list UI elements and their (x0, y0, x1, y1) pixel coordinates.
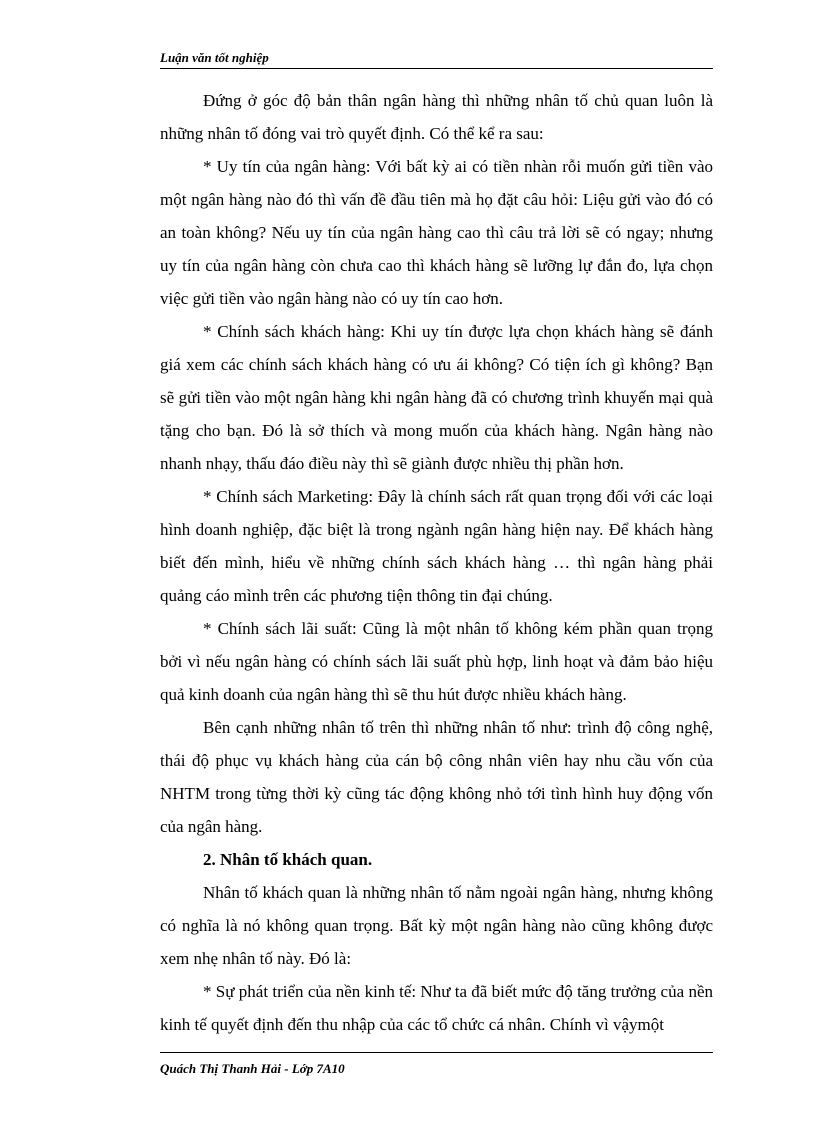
paragraph-bank-reputation: * Uy tín của ngân hàng: Với bất kỳ ai có tiền nhàn rỗi muốn gửi tiền vào một ngân hàng nào đó thì vấn đề đầu tiên mà họ đặt câu hỏi: Liệu gửi vào đó có an toàn không? Nếu uy tín của ngân hàng cao thì câu trả lời sẽ có ngay; nhưng uy tín của ngân hàng còn chưa cao thì khách hàng sẽ lưỡng lự đắn đo, lựa chọn việc gửi tiền vào ngân hàng nào có uy tín cao hơn. (160, 157, 713, 308)
paragraph-economic-development: * Sự phát triển của nền kinh tế: Như ta đã biết mức độ tăng trưởng của nền kinh tế quyết định đến thu nhập của các tổ chức cá nhân. Chính vì vậymột (160, 982, 713, 1034)
page-header (160, 44, 713, 68)
paragraph-interest-rate-policy: * Chính sách lãi suất: Cũng là một nhân tố không kém phần quan trọng bởi vì nếu ngân hàng có chính sách lãi suất phù hợp, linh hoạt và đảm bảo hiệu quả kinh doanh của ngân hàng thì sẽ thu hút được nhiều khách hàng. (160, 619, 713, 704)
paragraph-other-factors: Bên cạnh những nhân tố trên thì những nhân tố như: trình độ công nghệ, thái độ phục vụ khách hàng của cán bộ công nhân viên hay nhu cầu vốn của NHTM trong từng thời kỳ cũng tác động không nhỏ tới tình hình huy động vốn của ngân hàng. (160, 718, 713, 836)
document-body (160, 84, 713, 1041)
section-heading: 2. Nhân tố khách quan. (203, 850, 373, 869)
paragraph-intro: Đứng ở góc độ bản thân ngân hàng thì những nhân tố chủ quan luôn là những nhân tố đóng vai trò quyết định. Có thể kể ra sau: (160, 91, 713, 143)
footer-divider (160, 1052, 713, 1053)
header-divider (160, 68, 713, 69)
paragraph-objective-factors: Nhân tố khách quan là những nhân tố nằm ngoài ngân hàng, nhưng không có nghĩa là nó không quan trọng. Bất kỳ một ngân hàng nào cũng không được xem nhẹ nhân tố này. Đó là: (160, 883, 713, 968)
footer-author: Quách Thị Thanh Hải - Lớp 7A10 (160, 1061, 345, 1076)
paragraph-marketing-policy: * Chính sách Marketing: Đây là chính sách rất quan trọng đối với các loại hình doanh nghiệp, đặc biệt là trong ngành ngân hàng hiện nay. Để khách hàng biết đến mình, hiểu về những chính sách khách hàng … thì ngân hàng phải quảng cáo mình trên các phương tiện thông tin đại chúng. (160, 487, 713, 605)
header-title: Luận văn tốt nghiệp (160, 50, 269, 65)
page-footer (160, 1052, 713, 1084)
paragraph-customer-policy: * Chính sách khách hàng: Khi uy tín được lựa chọn khách hàng sẽ đánh giá xem các chính sách khách hàng có ưu ái không? Có tiện ích gì không? Bạn sẽ gửi tiền vào một ngân hàng khi ngân hàng đã có chương trình khuyến mại quà tặng cho bạn. Đó là sở thích và mong muốn của khách hàng. Ngân hàng nào nhanh nhạy, thấu đáo điều này thì sẽ giành được nhiều thị phần hơn. (160, 322, 713, 473)
